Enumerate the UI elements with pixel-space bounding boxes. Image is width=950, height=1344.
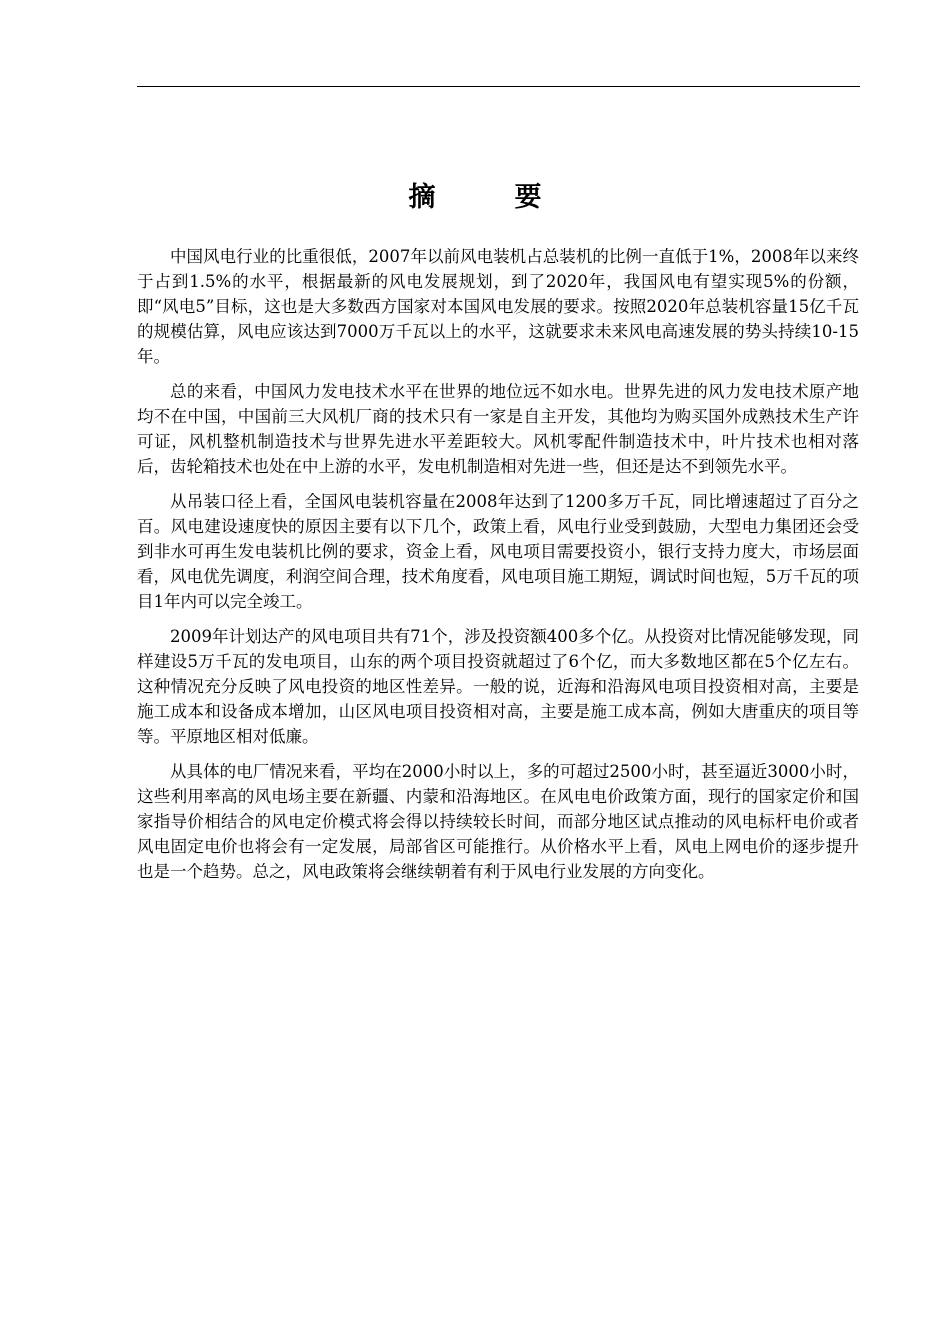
paragraph-5: 从具体的电厂情况来看，平均在2000小时以上，多的可超过2500小时，甚至逼近3000小时，这些利用率高的风电场主要在新疆、内蒙和沿海地区。在风电电价政策方面，现行的国家定价和国家指导价相结合的风电定价模式将会得以持续较长时间，而部分地区试点推动的风电标杆电价或者风电固定电价也将会有一定发展，局部省区可能推行。从价格水平上看，风电上网电价的逐步提升也是一个趋势。总之，风电政策将会继续朝着有利于风电行业发展的方向变化。: [137, 762, 859, 881]
paragraph-3: 从吊装口径上看，全国风电装机容量在2008年达到了1200多万千瓦，同比增速超过了百分之百。风电建设速度快的原因主要有以下几个，政策上看，风电行业受到鼓励，大型电力集团还会受到非水可再生发电装机比例的要求，资金上看，风电项目需要投资小，银行支持力度大，市场层面看，风电优先调度，利润空间合理，技术角度看，风电项目施工期短，调试时间也短，5万千瓦的项目1年内可以完全竣工。: [137, 492, 859, 611]
header-rule: [137, 86, 860, 87]
paragraph-4: 2009年计划达产的风电项目共有71个，涉及投资额400多个亿。从投资对比情况能够发现，同样建设5万千瓦的发电项目，山东的两个项目投资就超过了6个亿，而大多数地区都在5个亿左右。这种情况充分反映了风电投资的地区性差异。一般的说，近海和沿海风电项目投资相对高，主要是施工成本和设备成本增加，山区风电项目投资相对高，主要是施工成本高，例如大唐重庆的项目等等。平原地区相对低廉。: [137, 627, 859, 746]
page-title: 摘 要: [408, 182, 568, 213]
paragraph-2: 总的来看，中国风力发电技术水平在世界的地位远不如水电。世界先进的风力发电技术原产地均不在中国，中国前三大风机厂商的技术只有一家是自主开发，其他均为购买国外成熟技术生产许可证，风机整机制造技术与世界先进水平差距较大。风机零配件制造技术中，叶片技术也相对落后，齿轮箱技术也处在中上游的水平，发电机制造相对先进一些，但还是达不到领先水平。: [137, 382, 859, 476]
paragraph-1: 中国风电行业的比重很低，2007年以前风电装机占总装机的比例一直低于1%，2008年以来终于占到1.5%的水平，根据最新的风电发展规划，到了2020年，我国风电有望实现5%的份额，即“风电5”目标，这也是大多数西方国家对本国风电发展的要求。按照2020年总装机容量15亿千瓦的规模估算，风电应该达到7000万千瓦以上的水平，这就要求未来风电高速发展的势头持续10-15年。: [137, 247, 859, 366]
abstract-body: [137, 244, 859, 894]
